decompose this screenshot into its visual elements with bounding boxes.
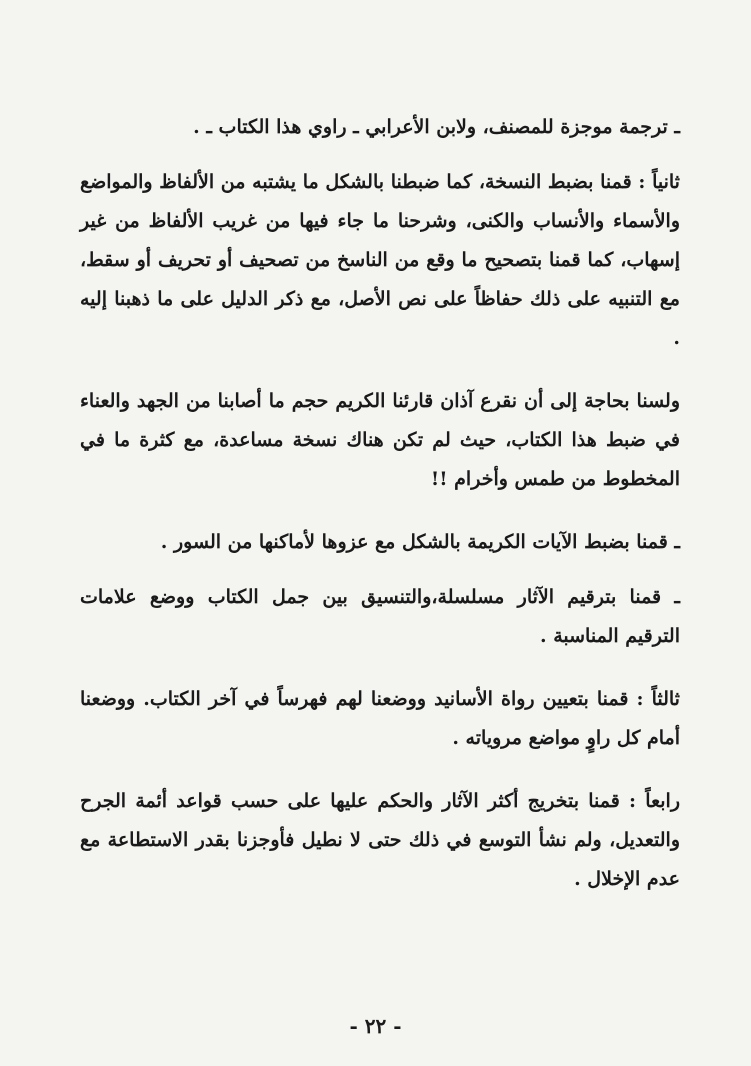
paragraph-lead: ثانياً : [638, 171, 680, 193]
paragraph-text: ـ قمنا بترقيم الآثار مسلسلة،والتنسيق بين جمل الكتاب ووضع علامات الترقيم المناسبة . [80, 586, 680, 647]
paragraph-text: ـ قمنا بضبط الآيات الكريمة بالشكل مع عزوها لأماكنها من السور . [160, 531, 680, 553]
paragraph-text: ـ ترجمة موجزة للمصنف، ولابن الأعرابي ـ راوي هذا الكتاب ـ . [193, 116, 680, 138]
paragraph-text: ولسنا بحاجة إلى أن نقرع آذان قارئنا الكريم حجم ما أصابنا من الجهد والعناء في ضبط هذا الكتاب، حيث لم تكن هناك نسخة مساعدة، مع كثرة ما في المخطوط من طمس وأخرام !! [80, 390, 680, 490]
paragraph-text: قمنا بتخريج أكثر الآثار والحكم عليها على حسب قواعد أئمة الجرح والتعديل، ولم نشأ التوسع في ذلك حتى لا نطيل فأوجزنا بقدر الاستطاعة مع عدم الإخلال . [80, 790, 680, 890]
paragraph-second [80, 163, 680, 358]
page-number: - ٢٢ - [349, 1014, 402, 1038]
paragraph-text: قمنا بتعيين رواة الأسانيد ووضعنا لهم فهرساً في آخر الكتاب. ووضعنا أمام كل راوٍ مواضع مروياته . [80, 688, 680, 749]
paragraph-lead: ثالثاً : [636, 688, 680, 710]
body-text [80, 108, 680, 923]
paragraph-numbering [80, 578, 680, 656]
paragraph-fourth [80, 782, 680, 899]
paragraph-lead: رابعاً : [629, 790, 680, 812]
paragraph-verses [80, 523, 680, 562]
paragraph-translation-note [80, 108, 680, 147]
paragraph-effort [80, 382, 680, 499]
paragraph-text: قمنا بضبط النسخة، كما ضبطنا بالشكل ما يشتبه من الألفاظ والمواضع والأسماء والأنساب والكنى، وشرحنا ما جاء فيها من غريب الألفاظ من غير إسهاب، كما قمنا بتصحيح ما وقع من الناسخ من تصحيف أو تحريف أو سقط، مع التنبيه على ذلك حفاظاً على نص الأصل، مع ذكر الدليل على ما ذهبنا إليه . [80, 171, 680, 349]
paragraph-third [80, 680, 680, 758]
